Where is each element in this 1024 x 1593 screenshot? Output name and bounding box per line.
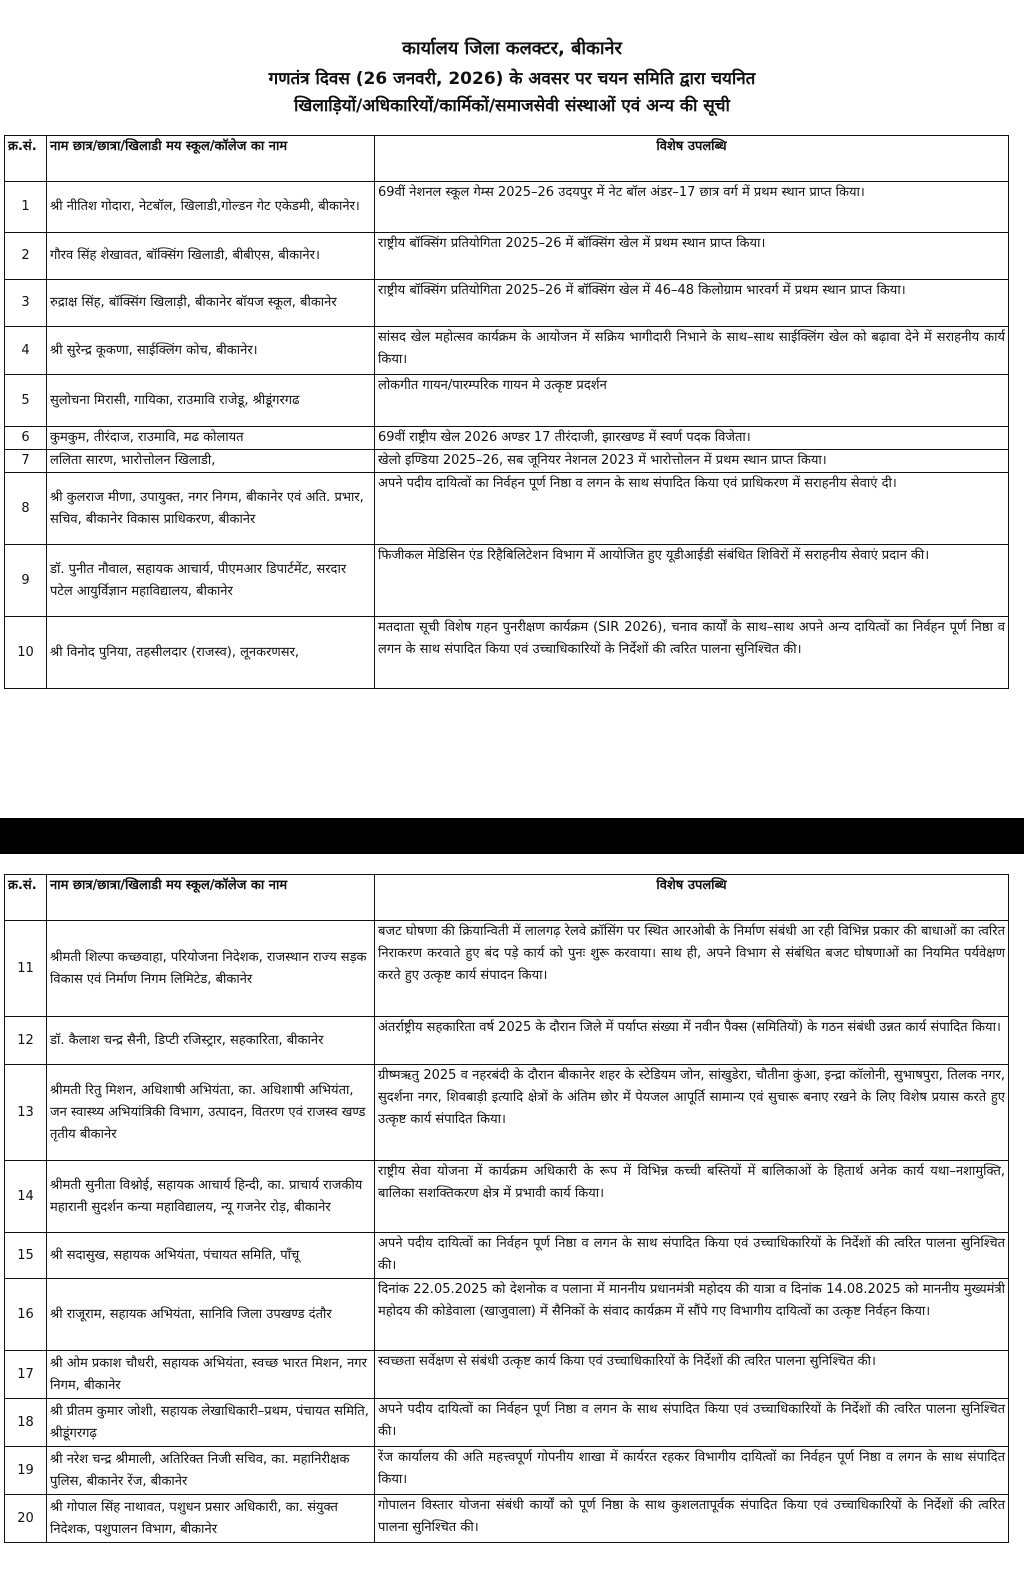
table-row [5, 1351, 1009, 1399]
row-sno: 11 [5, 921, 47, 1017]
row-sno: 10 [5, 617, 47, 689]
row-name: श्री सुरेन्द्र कूकणा, साईक्लिंग कोच, बीकानेर। [47, 327, 375, 375]
row-achievement: फिजीकल मेडिसिन एंड रिहैबिलिटेशन विभाग में आयोजित हुए यूडीआईडी संबंधित शिविरों में सराहनीय सेवाएं प्रदान की। [375, 545, 1009, 617]
header-name: नाम छात्र/छात्रा/खिलाडी मय स्कूल/कॉलेज का नाम [47, 136, 375, 182]
table-row [5, 427, 1009, 450]
row-sno: 1 [5, 182, 47, 233]
awardees-table-1 [4, 135, 1009, 689]
row-achievement: राष्ट्रीय बॉक्सिंग प्रतियोगिता 2025–26 में बॉक्सिंग खेल में प्रथम स्थान प्राप्त किया। [375, 233, 1009, 280]
table-body [5, 921, 1009, 1543]
row-sno: 12 [5, 1017, 47, 1065]
table-row [5, 1279, 1009, 1351]
header-achievement: विशेष उपलब्धि [375, 875, 1009, 921]
document-subtitle: गणतंत्र दिवस (26 जनवरी, 2026) के अवसर पर चयन समिति द्वारा चयनित [268, 69, 756, 89]
office-title: कार्यालय जिला कलक्टर, बीकानेर [402, 38, 622, 59]
row-sno: 4 [5, 327, 47, 375]
row-name: ललिता सारण, भारोत्तोलन खिलाडी, [47, 450, 375, 473]
table-row [5, 545, 1009, 617]
table-row [5, 233, 1009, 280]
row-achievement: राष्ट्रीय सेवा योजना में कार्यक्रम अधिकारी के रूप में विभिन्न कच्ची बस्तियों में बालिकाओं के हितार्थ अनेक कार्य यथा–नशामुक्ति, बालिका सशक्तिकरण क्षेत्र में प्रभावी कार्य किया। [375, 1161, 1009, 1233]
row-achievement: खेलो इण्डिया 2025–26, सब जूनियर नेशनल 2023 में भारोत्तोलन में प्रथम स्थान प्राप्त किया। [375, 450, 1009, 473]
row-name: श्री ओम प्रकाश चौधरी, सहायक अभियंता, स्वच्छ भारत मिशन, नगर निगम, बीकानेर [47, 1351, 375, 1399]
header-name: नाम छात्र/छात्रा/खिलाडी मय स्कूल/कॉलेज का नाम [47, 875, 375, 921]
row-name: श्री सदासुख, सहायक अभियंता, पंचायत समिति, पाँचू [47, 1233, 375, 1279]
table-row [5, 1495, 1009, 1543]
row-sno: 2 [5, 233, 47, 280]
row-name: श्री प्रीतम कुमार जोशी, सहायक लेखाधिकारी–प्रथम, पंचायत समिति, श्रीडूंगरगढ़ [47, 1399, 375, 1447]
table-row [5, 450, 1009, 473]
row-achievement: ग्रीष्मऋतु 2025 व नहरबंदी के दौरान बीकानेर शहर के स्टेडियम जोन, सांखुडेरा, चौतीना कुंआ, इन्द्रा कॉलोनी, सुभाषपुरा, तिलक नगर, सुदर्शना नगर, शिवबाड़ी इत्यादि क्षेत्रों के अंतिम छोर में पेयजल आपूर्ति सामान्य एवं सुचारू बनाए रखने के लिए विशेष प्रयास करते हुए उत्कृष्ट कार्य संपादित किया। [375, 1065, 1009, 1161]
header-sno: क्र.सं. [5, 136, 47, 182]
row-name: श्रीमती सुनीता विश्नोई, सहायक आचार्य हिन्दी, का. प्राचार्य राजकीय महारानी सुदर्शन कन्या महाविद्यालय, न्यू गजनेर रोड़, बीकानेर [47, 1161, 375, 1233]
awardees-table-2 [4, 874, 1009, 1543]
row-name: रुद्राक्ष सिंह, बॉक्सिंग खिलाड़ी, बीकानेर बॉयज स्कूल, बीकानेर [47, 280, 375, 327]
row-achievement: दिनांक 22.05.2025 को देशनोक व पलाना में माननीय प्रधानमंत्री महोदय की यात्रा व दिनांक 14.08.2025 को माननीय मुख्यमंत्री महोदय की कोडेवाला (खाजुवाला) में सैनिकों के संवाद कार्यक्रम में सौंपे गए विभागीय दायित्वों का उत्कृष्ट निर्वहन किया। [375, 1279, 1009, 1351]
row-name: गौरव सिंह शेखावत, बॉक्सिंग खिलाडी, बीबीएस, बीकानेर। [47, 233, 375, 280]
table-row [5, 473, 1009, 545]
document-subtitle-2: खिलाड़ियों/अधिकारियों/कार्मिकों/समाजसेवी संस्थाओं एवं अन्य की सूची [294, 96, 730, 116]
row-achievement: 69वीं राष्ट्रीय खेल 2026 अण्डर 17 तीरंदाजी, झारखण्ड में स्वर्ण पदक विजेता। [375, 427, 1009, 450]
row-achievement: अपने पदीय दायित्वों का निर्वहन पूर्ण निष्ठा व लगन के साथ संपादित किया एवं उच्चाधिकारियों के निर्देशों की त्वरित पालना सुनिश्चित की। [375, 1399, 1009, 1447]
row-sno: 6 [5, 427, 47, 450]
row-achievement: राष्ट्रीय बॉक्सिंग प्रतियोगिता 2025–26 में बॉक्सिंग खेल में 46–48 किलोग्राम भारवर्ग में प्रथम स्थान प्राप्त किया। [375, 280, 1009, 327]
row-achievement: अपने पदीय दायित्वों का निर्वहन पूर्ण निष्ठा व लगन के साथ संपादित किया एवं उच्चाधिकारियों के निर्देशों की त्वरित पालना सुनिश्चित की। [375, 1233, 1009, 1279]
row-sno: 3 [5, 280, 47, 327]
header-sno: क्र.सं. [5, 875, 47, 921]
row-name: श्री नरेश चन्द्र श्रीमाली, अतिरिक्त निजी सचिव, का. महानिरीक्षक पुलिस, बीकानेर रेंज, बीकानेर [47, 1447, 375, 1495]
row-name: श्री गोपाल सिंह नाथावत, पशुधन प्रसार अधिकारी, का. संयुक्त निदेशक, पशुपालन विभाग, बीकानेर [47, 1495, 375, 1543]
table-row [5, 280, 1009, 327]
row-sno: 14 [5, 1161, 47, 1233]
row-achievement: 69वीं नेशनल स्कूल गेम्स 2025–26 उदयपुर में नेट बॉल अंडर–17 छात्र वर्ग में प्रथम स्थान प्राप्त किया। [375, 182, 1009, 233]
row-achievement: बजट घोषणा की क्रियान्विती में लालगढ़ रेलवे क्रॉसिंग पर स्थित आरओबी के निर्माण संबंधी आ रही विभिन्न प्रकार की बाधाओं का त्वरित निराकरण करवाते हुए बंद पड़े कार्य को पुनः शुरू करवाया। साथ ही, अपने विभाग से संबंधित बजट घोषणाओं का नियमित पर्यवेक्षण करते हुए उत्कृष्ट कार्य संपादन किया। [375, 921, 1009, 1017]
row-name: श्रीमती रितु मिशन, अधिशाषी अभियंता, का. अधिशाषी अभियंता, जन स्वास्थ्य अभियांत्रिकी विभाग, उत्पादन, वितरण एवं राजस्व खण्ड तृतीय बीकानेर [47, 1065, 375, 1161]
row-achievement: अपने पदीय दायित्वों का निर्वहन पूर्ण निष्ठा व लगन के साथ संपादित किया एवं प्राधिकरण में सराहनीय सेवाएं दी। [375, 473, 1009, 545]
row-achievement: गोपालन विस्तार योजना संबंधी कार्यों को पूर्ण निष्ठा के साथ कुशलतापूर्वक संपादित किया एवं उच्चाधिकारियों के निर्देशों की त्वरित पालना सुनिश्चित की। [375, 1495, 1009, 1543]
row-sno: 5 [5, 375, 47, 427]
row-sno: 7 [5, 450, 47, 473]
row-sno: 16 [5, 1279, 47, 1351]
table-header-row [5, 875, 1009, 921]
row-sno: 20 [5, 1495, 47, 1543]
row-achievement: मतदाता सूची विशेष गहन पुनरीक्षण कार्यक्रम (SIR 2026), चनाव कार्यों के साथ–साथ अपने अन्य दायित्वों का निर्वहन पूर्ण निष्ठा व लगन के साथ संपादित किया एवं उच्चाधिकारियों के निर्देशों की त्वरित पालना सुनिश्चित की। [375, 617, 1009, 689]
row-sno: 9 [5, 545, 47, 617]
table-row [5, 1161, 1009, 1233]
table-row [5, 182, 1009, 233]
row-sno: 15 [5, 1233, 47, 1279]
row-achievement: अंतर्राष्ट्रीय सहकारिता वर्ष 2025 के दौरान जिले में पर्याप्त संख्या में नवीन पैक्स (समितियों) के गठन संबंधी उन्नत कार्य संपादित किया। [375, 1017, 1009, 1065]
table-row [5, 327, 1009, 375]
table-row [5, 1447, 1009, 1495]
row-achievement: स्वच्छता सर्वेक्षण से संबंधी उत्कृष्ट कार्य किया एवं उच्चाधिकारियों के निर्देशों की त्वरित पालना सुनिश्चित की। [375, 1351, 1009, 1399]
table-row [5, 1233, 1009, 1279]
document-page-2 [0, 856, 1024, 1593]
table-row [5, 1065, 1009, 1161]
row-name: कुमकुम, तीरंदाज, राउमावि, मढ कोलायत [47, 427, 375, 450]
row-sno: 8 [5, 473, 47, 545]
row-sno: 17 [5, 1351, 47, 1399]
header-achievement: विशेष उपलब्धि [375, 136, 1009, 182]
table-row [5, 375, 1009, 427]
page-separator [0, 818, 1024, 854]
row-achievement: रेंज कार्यालय की अति महत्त्वपूर्ण गोपनीय शाखा में कार्यरत रहकर विभागीय दायित्वों का निर्वहन पूर्ण निष्ठा व लगन के साथ संपादित किया। [375, 1447, 1009, 1495]
row-name: सुलोचना मिरासी, गायिका, राउमावि राजेडू, श्रीडूंगरगढ [47, 375, 375, 427]
table-row [5, 617, 1009, 689]
table-header-row [5, 136, 1009, 182]
row-name: डॉ. पुनीत नौवाल, सहायक आचार्य, पीएमआर डिपार्टमेंट, सरदार पटेल आयुर्विज्ञान महाविद्यालय, बीकानेर [47, 545, 375, 617]
row-sno: 13 [5, 1065, 47, 1161]
row-achievement: लोकगीत गायन/पारम्परिक गायन मे उत्कृष्ट प्रदर्शन [375, 375, 1009, 427]
table-body [5, 182, 1009, 689]
row-sno: 19 [5, 1447, 47, 1495]
row-name: श्री कुलराज मीणा, उपायुक्त, नगर निगम, बीकानेर एवं अति. प्रभार, सचिव, बीकानेर विकास प्राधिकरण, बीकानेर [47, 473, 375, 545]
table-row [5, 1017, 1009, 1065]
row-name: श्री विनोद पुनिया, तहसीलदार (राजस्व), लूनकरणसर, [47, 617, 375, 689]
table-row [5, 1399, 1009, 1447]
row-sno: 18 [5, 1399, 47, 1447]
table-row [5, 921, 1009, 1017]
row-achievement: सांसद खेल महोत्सव कार्यक्रम के आयोजन में सक्रिय भागीदारी निभाने के साथ–साथ साईक्लिंग खेल को बढ़ावा देने में सराहनीय कार्य किया। [375, 327, 1009, 375]
row-name: डॉ. कैलाश चन्द्र सैनी, डिप्टी रजिस्ट्रार, सहकारिता, बीकानेर [47, 1017, 375, 1065]
row-name: श्रीमती शिल्पा कच्छवाहा, परियोजना निदेशक, राजस्थान राज्य सड़क विकास एवं निर्माण निगम लिमिटेड, बीकानेर [47, 921, 375, 1017]
row-name: श्री नीतिश गोदारा, नेटबॉल, खिलाडी,गोल्डन गेट एकेडमी, बीकानेर। [47, 182, 375, 233]
row-name: श्री राजूराम, सहायक अभियंता, सानिवि जिला उपखण्ड दंतौर [47, 1279, 375, 1351]
